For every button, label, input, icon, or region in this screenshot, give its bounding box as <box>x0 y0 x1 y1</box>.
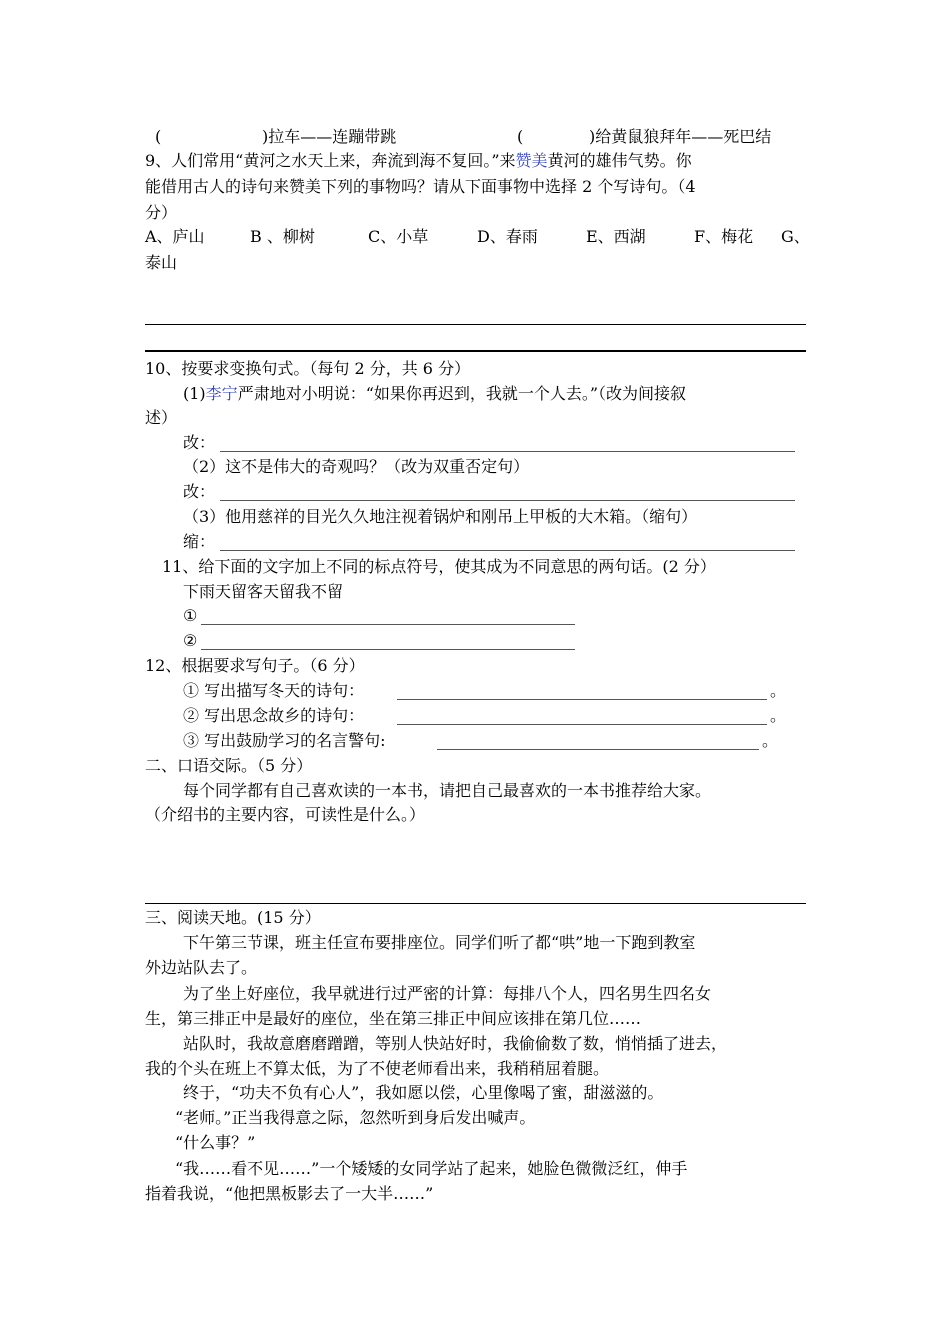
q12-r1: ① 写出描写冬天的诗句： <box>183 681 365 700</box>
sec2-p2: （介绍书的主要内容，可读性是什么。） <box>145 805 426 824</box>
q10-s2-answer-line[interactable] <box>220 500 795 501</box>
q12-r1-line[interactable] <box>397 699 767 700</box>
sec3-p2a: 为了坐上好座位，我早就进行过严密的计算：每排八个人，四名男生四名女 <box>183 984 712 1003</box>
q11-text: 下雨天留客天留我不留 <box>183 582 344 601</box>
sec3-p7a: “我……看不见……”一个矮矮的女同学站了起来，她脸色微微泛红，伸手 <box>175 1159 688 1178</box>
sec3-p2b: 生，第三排正中是最好的座位，坐在第三排正中间应该排在第几位…… <box>145 1009 642 1028</box>
q11-answer1-line[interactable] <box>201 624 575 625</box>
q11-answer1-label: ① <box>183 606 198 625</box>
sec3-p6: “什么事？” <box>175 1133 256 1152</box>
q10-s1-answer-line[interactable] <box>220 451 795 452</box>
q9-line2: 能借用古人的诗句来赞美下列的事物吗？请从下面事物中选择 2 个写诗句。（4 <box>145 177 696 196</box>
q12-title: 12、根据要求写句子。（6 分） <box>145 656 365 675</box>
sec3-title: 三、阅读天地。(15 分） <box>145 908 321 927</box>
sec3-p5: “老师。”正当我得意之际，忽然听到身后发出喊声。 <box>175 1108 536 1127</box>
sec2-title: 二、口语交际。（5 分） <box>145 756 313 775</box>
sec3-p1b: 外边站队去了。 <box>145 958 258 977</box>
q9-option-d: D、春雨 <box>477 227 538 246</box>
q9-link-praise[interactable]: 赞美 <box>515 151 548 170</box>
q10-title: 10、按要求变换句式。（每句 2 分，共 6 分） <box>145 359 471 378</box>
q9-line5: 泰山 <box>145 253 178 272</box>
q11-title: 11、给下面的文字加上不同的标点符号，使其成为不同意思的两句话。(2 分） <box>162 557 716 576</box>
q9-option-a: A、庐山 <box>145 227 205 246</box>
q10-s1 <box>183 384 686 404</box>
q12-r2-line[interactable] <box>397 724 767 725</box>
q8-left-text: )拉车——连蹦带跳 <box>262 127 397 146</box>
q10-s1-cont: 述） <box>145 408 178 427</box>
sec3-p3b: 我的个头在班上不算太低，为了不使老师看出来，我稍稍屈着腿。 <box>145 1059 610 1078</box>
q10-s3: （3）他用慈祥的目光久久地注视着锅炉和刚吊上甲板的大木箱。（缩句） <box>183 507 698 526</box>
q12-r2-end: 。 <box>770 706 787 725</box>
q8-right-text: )给黄鼠狼拜年——死巴结 <box>589 127 772 146</box>
q10-s3-answer-line[interactable] <box>220 550 795 551</box>
q11-answer2-line[interactable] <box>201 649 575 650</box>
sec3-p1a: 下午第三节课，班主任宣布要排座位。同学们听了都“哄”地一下跑到教室 <box>183 933 696 952</box>
q12-r3-end: 。 <box>762 731 779 750</box>
q11-answer2-label: ② <box>183 631 198 650</box>
sec2-p1: 每个同学都有自己喜欢读的一本书，请把自己最喜欢的一本书推荐给大家。 <box>183 781 712 800</box>
q10-s2-answer-label: 改： <box>183 482 216 501</box>
q9-line1-post: 黄河的雄伟气势。你 <box>547 151 692 170</box>
q10-s2: （2）这不是伟大的奇观吗？（改为双重否定句） <box>183 457 530 476</box>
sec3-p4: 终于，“功夫不负有心人”，我如愿以偿，心里像喝了蜜，甜滋滋的。 <box>183 1083 664 1102</box>
q8-right-open: ( <box>517 127 524 146</box>
q12-r3: ③ 写出鼓励学习的名言警句: <box>183 731 386 750</box>
q10-s1-answer-label: 改： <box>183 433 216 452</box>
q12-r3-line[interactable] <box>437 749 759 750</box>
q9-answer-line <box>145 324 806 325</box>
q10-link-name[interactable]: 李宁 <box>205 384 238 403</box>
q9-option-b: B 、柳树 <box>250 227 315 246</box>
q10-s1-num: (1) <box>183 384 206 403</box>
q9-line1-pre: 9、人们常用“黄河之水天上来，奔流到海不复回。”来 <box>145 151 516 170</box>
q8-left-open: ( <box>155 127 162 146</box>
section-divider <box>145 350 806 352</box>
q10-s1-text: 严肃地对小明说：“如果你再迟到，我就一个人去。”（改为间接叙 <box>237 384 687 403</box>
q12-r1-end: 。 <box>770 681 787 700</box>
q10-s3-answer-label: 缩： <box>183 532 216 551</box>
q9-option-g: G、 <box>781 227 810 246</box>
q9-line1 <box>145 151 692 171</box>
q12-r2: ② 写出思念故乡的诗句： <box>183 706 365 725</box>
q9-line3: 分） <box>145 203 178 222</box>
sec3-p3a: 站队时，我故意磨磨蹭蹭，等别人快站好时，我偷偷数了数，悄悄插了进去， <box>183 1034 728 1053</box>
sec3-p7b: 指着我说，“他把黑板影去了一大半……” <box>145 1184 434 1203</box>
q9-option-c: C、小草 <box>368 227 429 246</box>
sec2-answer-line <box>145 903 806 904</box>
q9-option-f: F、梅花 <box>694 227 754 246</box>
q9-option-e: E、西湖 <box>586 227 646 246</box>
